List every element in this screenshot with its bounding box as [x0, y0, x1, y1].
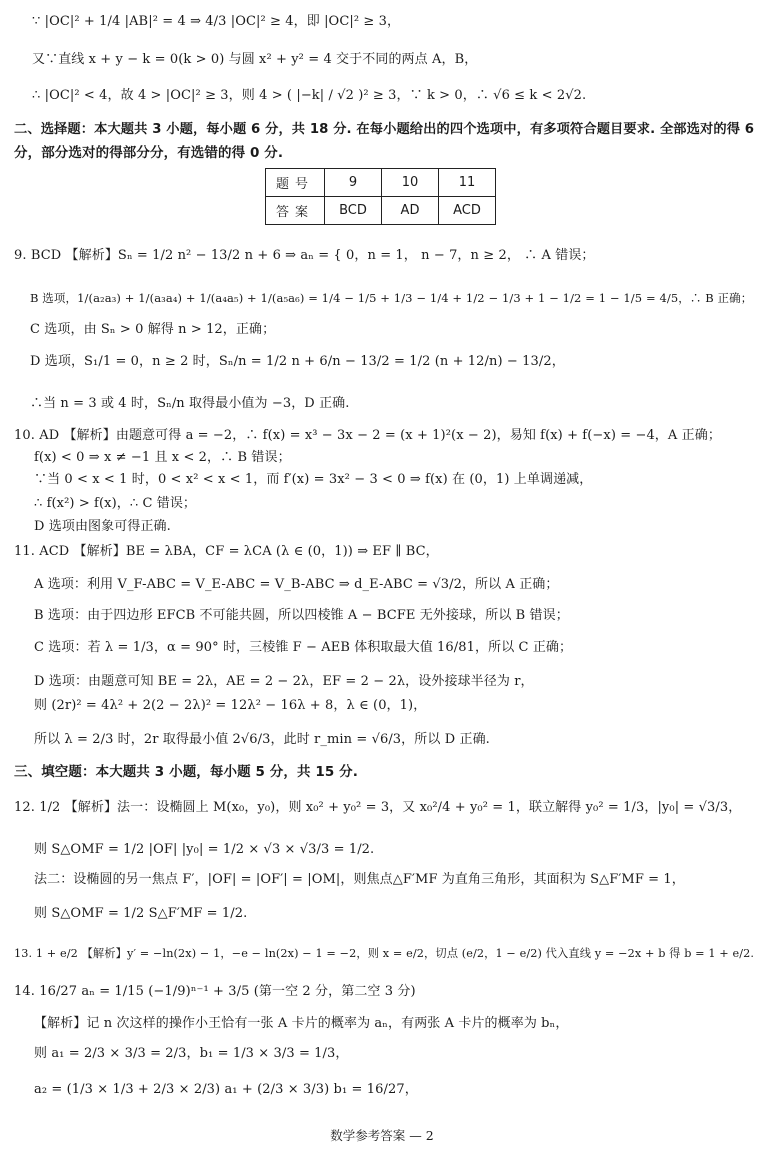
q11-line-7: 所以 λ = 2/3 时，2r 取得最小值 2√6/3，此时 r_min = √6/3，所以 D 正确. — [34, 732, 490, 747]
q11-line-3: B 选项：由于四边形 EFCB 不可能共圆，所以四棱锥 A − BCFE 无外接球，所以 B 错误； — [34, 608, 569, 623]
table-cell-no: 11 — [439, 169, 496, 197]
table-row — [266, 169, 496, 197]
table-row — [266, 197, 496, 225]
q10-line-5: D 选项由图象可得正确. — [34, 519, 171, 534]
q11-line-4: C 选项：若 λ = 1/3，α = 90° 时，三棱锥 F − AEB 体积取最大值 16/81，所以 C 正确； — [34, 640, 573, 655]
top-line-2: 又∵直线 x + y − k = 0(k > 0) 与圆 x² + y² = 4 交于不同的两点 A，B， — [32, 52, 478, 67]
answer-table — [265, 168, 496, 225]
q10-line-3: ∵当 0 < x < 1 时，0 < x² < x < 1，而 f′(x) = 3x² − 3 < 0 ⇒ f(x) 在 (0，1) 上单调递减， — [34, 472, 593, 487]
q10-line-2: f(x) < 0 ⇒ x ≠ −1 且 x < 2，∴ B 错误； — [34, 450, 291, 465]
q13-line-1: 13. 1 + e/2 【解析】y′ = −ln(2x) − 1，−e − ln(2x) − 1 = −2，则 x = e/2，切点 (e/2，1 − e/2) 代入直线 y = −2x + b 得 b = 1 + e/2. — [14, 947, 755, 960]
q12-line-1: 12. 1/2 【解析】法一：设椭圆上 M(x₀，y₀)，则 x₀² + y₀² = 3，又 x₀²/4 + y₀² = 1，联立解得 y₀² = 1/3，|y₀| = √3/3， — [14, 800, 742, 815]
q10-line-1: 10. AD 【解析】由题意可得 a = −2，∴ f(x) = x³ − 3x − 2 = (x + 1)²(x − 2)，易知 f(x) + f(−x) = −4，A 正确； — [14, 428, 721, 443]
q14-line-2: 【解析】记 n 次这样的操作小王恰有一张 A 卡片的概率为 aₙ，有两张 A 卡片的概率为 bₙ， — [34, 1016, 569, 1031]
q12-line-4: 则 S△OMF = 1/2 S△F′MF = 1/2. — [34, 906, 248, 921]
q14-line-3: 则 a₁ = 2/3 × 3/3 = 2/3，b₁ = 1/3 × 3/3 = 1/3， — [34, 1046, 349, 1061]
top-line-3: ∴ |OC|² < 4，故 4 > |OC|² ≥ 3，则 4 > ( |−k| / √2 )² ≥ 3，∵ k > 0，∴ √6 ≤ k < 2√2. — [32, 88, 587, 103]
q14-line-1: 14. 16/27 aₙ = 1/15 (−1/9)ⁿ⁻¹ + 3/5 (第一空 2 分，第二空 3 分) — [14, 984, 416, 999]
q12-line-3: 法二：设椭圆的另一焦点 F′，|OF| = |OF′| = |OM|，则焦点△F′MF 为直角三角形，其面积为 S△F′MF = 1， — [34, 872, 685, 887]
q11-line-5: D 选项：由题意可知 BE = 2λ，AE = 2 − 2λ，EF = 2 − 2λ，设外接球半径为 r， — [34, 674, 534, 689]
table-cell-ans: ACD — [439, 197, 496, 225]
table-cell-no: 10 — [382, 169, 439, 197]
q11-line-1: 11. ACD 【解析】BE = λBA，CF = λCA (λ ∈ (0，1)) ⇒ EF ∥ BC， — [14, 544, 439, 559]
q9-line-2: B 选项，1/(a₂a₃) + 1/(a₃a₄) + 1/(a₄a₅) + 1/(a₅a₆) = 1/4 − 1/5 + 1/3 − 1/4 + 1/2 − 1/3 + 1 − 1/2 = 1 − 1/5 = 4/5，∴ B 正确； — [30, 291, 753, 305]
section3-heading: 三、填空题：本大题共 3 小题，每小题 5 分，共 15 分. — [14, 764, 359, 780]
table-cell-no: 9 — [325, 169, 382, 197]
table-cell-ans: BCD — [325, 197, 382, 225]
q14-line-4: a₂ = (1/3 × 1/3 + 2/3 × 2/3) a₁ + (2/3 × 3/3) b₁ = 16/27， — [34, 1082, 418, 1097]
q11-line-6: 则 (2r)² = 4λ² + 2(2 − 2λ)² = 12λ² − 16λ + 8，λ ∈ (0，1)， — [34, 698, 427, 713]
q12-line-2: 则 S△OMF = 1/2 |OF| |y₀| = 1/2 × √3 × √3/3 = 1/2. — [34, 842, 375, 857]
q9-line-3: C 选项，由 Sₙ > 0 解得 n > 12，正确； — [30, 322, 276, 337]
page-footer: 数学参考答案 — 2 — [330, 1128, 434, 1143]
q10-line-4: ∴ f(x²) > f(x)，∴ C 错误； — [34, 496, 197, 511]
top-line-1: ∵ |OC|² + 1/4 |AB|² = 4 ⇒ 4/3 |OC|² ≥ 4，即 |OC|² ≥ 3， — [32, 14, 401, 29]
section2-heading-line2: 分，部分选对的得部分分，有选错的得 0 分. — [14, 145, 284, 161]
table-cell-ans: AD — [382, 197, 439, 225]
q11-line-2: A 选项：利用 V_F-ABC = V_E-ABC = V_B-ABC ⇒ d_E-ABC = √3/2，所以 A 正确； — [34, 577, 559, 592]
q9-line-1: 9. BCD 【解析】Sₙ = 1/2 n² − 13/2 n + 6 ⇒ aₙ = { 0，n = 1， n − 7，n ≥ 2， ∴ A 错误； — [14, 248, 595, 263]
table-header-label: 题号 — [266, 169, 325, 197]
q9-line-5: ∴当 n = 3 或 4 时，Sₙ/n 取得最小值为 −3，D 正确. — [30, 396, 350, 411]
q9-line-4: D 选项，S₁/1 = 0，n ≥ 2 时，Sₙ/n = 1/2 n + 6/n − 13/2 = 1/2 (n + 12/n) − 13/2， — [30, 354, 565, 369]
section2-heading-line1: 二、选择题：本大题共 3 小题，每小题 6 分，共 18 分. 在每小题给出的四个选项中，有多项符合题目要求. 全部选对的得 6 — [14, 122, 755, 137]
table-answer-label: 答案 — [266, 197, 325, 225]
